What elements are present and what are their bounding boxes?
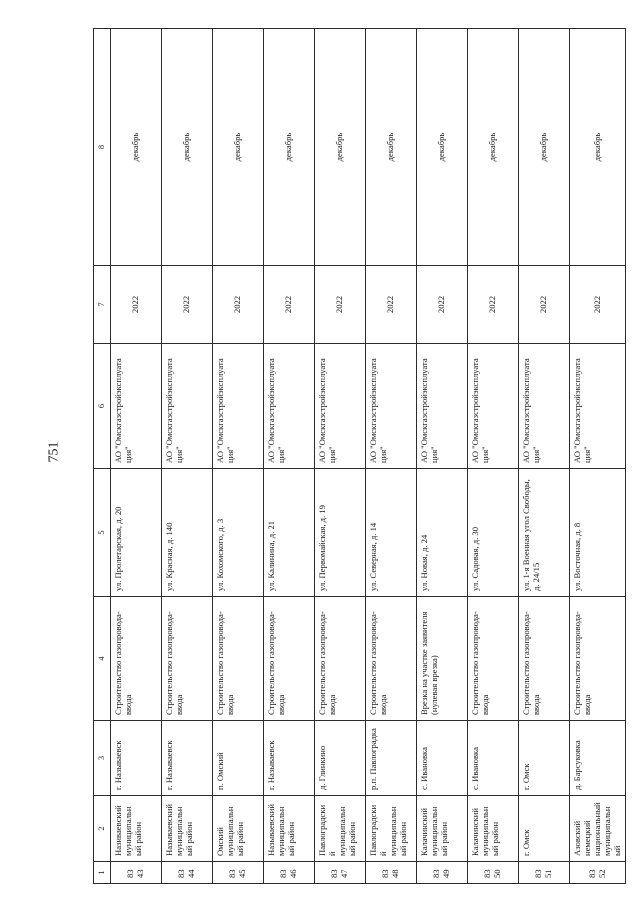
executor-cell [366, 344, 417, 469]
table-row [570, 29, 626, 884]
work-type-cell-text: Строительство газопровода-ввода [521, 611, 541, 715]
district-cell-text: г. Омск [521, 829, 531, 856]
row-number-cell [162, 862, 213, 884]
district-cell [111, 796, 162, 862]
district-cell [162, 796, 213, 862]
month-cell [417, 29, 468, 266]
work-type-cell [519, 597, 570, 721]
work-type-cell-text: Строительство газопровода-ввода [215, 611, 235, 715]
column-number-cell: 2 [94, 796, 111, 862]
executor-cell [468, 344, 519, 469]
work-type-cell [162, 597, 213, 721]
locality-cell [264, 721, 315, 796]
year-cell [213, 266, 264, 344]
work-type-cell-text: Строительство газопровода-ввода [317, 611, 337, 715]
year-cell-text: 2022 [334, 295, 345, 314]
year-cell [111, 266, 162, 344]
executor-cell-text: АО "Омскгазстройэксплуата ция" [266, 358, 286, 463]
row-number-cell-text: 8347 [329, 869, 349, 878]
year-cell-text: 2022 [591, 295, 602, 314]
address-cell [417, 469, 468, 597]
address-cell-text: ул. Красная, д. 140 [164, 522, 174, 591]
month-cell [264, 29, 315, 266]
column-number-cell: 4 [94, 597, 111, 721]
row-number-cell [570, 862, 626, 884]
address-cell [111, 469, 162, 597]
locality-cell-text: г. Называевск [164, 740, 174, 790]
locality-cell-text: с. Ивановка [419, 747, 429, 790]
table-row [162, 29, 213, 884]
row-number-cell [468, 862, 519, 884]
table-container [93, 29, 622, 884]
row-number-cell [111, 862, 162, 884]
locality-cell [417, 721, 468, 796]
work-type-cell [366, 597, 417, 721]
work-type-cell [468, 597, 519, 721]
month-cell-text: декабрь [334, 132, 345, 162]
locality-cell [162, 721, 213, 796]
work-type-cell [111, 597, 162, 721]
year-cell-text: 2022 [232, 295, 243, 314]
work-type-cell [315, 597, 366, 721]
locality-cell-text: р.п. Павлоградка [368, 728, 378, 790]
row-number-cell-text: 8345 [227, 869, 247, 878]
district-cell-text: Омский муниципальный район [215, 806, 245, 856]
district-cell [417, 796, 468, 862]
executor-cell [264, 344, 315, 469]
table-row [417, 29, 468, 884]
address-cell-text: ул. Садовая, д. 30 [470, 527, 480, 591]
month-cell-text: декабрь [232, 132, 243, 162]
table-row [264, 29, 315, 884]
gas-pipeline-table [93, 28, 626, 884]
row-number-cell [417, 862, 468, 884]
table-row [315, 29, 366, 884]
executor-cell-text: АО "Омскгазстройэксплуата ция" [317, 358, 337, 463]
address-cell-text: ул. 1-я Военная угол Свободы, д. 24/15 [521, 479, 541, 591]
row-number-cell [264, 862, 315, 884]
year-cell [366, 266, 417, 344]
executor-cell-text: АО "Омскгазстройэксплуата ция" [419, 358, 439, 463]
year-cell [519, 266, 570, 344]
executor-cell-text: АО "Омскгазстройэксплуата ция" [113, 358, 133, 463]
month-cell [162, 29, 213, 266]
address-cell [366, 469, 417, 597]
column-number-cell: 1 [94, 862, 111, 884]
address-cell-text: ул. Кохомского, д. 3 [215, 518, 225, 591]
row-number-cell-text: 8352 [586, 869, 607, 878]
address-cell-text: ул. Калинина, д. 21 [266, 520, 276, 591]
executor-cell-text: АО "Омскгазстройэксплуата ция" [368, 358, 388, 463]
page-number [44, 432, 64, 472]
year-cell [417, 266, 468, 344]
district-cell-text: Калачинский муниципальный район [470, 806, 500, 856]
month-cell [111, 29, 162, 266]
executor-cell [570, 344, 626, 469]
month-cell [315, 29, 366, 266]
column-number-row [94, 29, 111, 884]
year-cell-text: 2022 [385, 295, 396, 314]
year-cell [264, 266, 315, 344]
column-number-cell: 3 [94, 721, 111, 796]
row-number-cell [366, 862, 417, 884]
executor-cell [162, 344, 213, 469]
year-cell-text: 2022 [283, 295, 294, 314]
year-cell [315, 266, 366, 344]
table-row [111, 29, 162, 884]
district-cell-text: Павлоградский муниципальный район [317, 804, 357, 856]
address-cell [315, 469, 366, 597]
district-cell [366, 796, 417, 862]
work-type-cell-text: Строительство газопровода-ввода [113, 611, 133, 715]
work-type-cell-text: Строительство газопровода-ввода [470, 611, 490, 715]
month-cell-text: декабрь [538, 132, 549, 162]
year-cell [468, 266, 519, 344]
executor-cell-text: АО "Омскгазстройэксплуата ция" [215, 358, 235, 463]
executor-cell [417, 344, 468, 469]
locality-cell-text: д. Глинкино [317, 745, 327, 790]
month-cell [519, 29, 570, 266]
row-number-cell [315, 862, 366, 884]
locality-cell-text: с. Ивановка [470, 747, 480, 790]
row-number-cell-text: 8343 [125, 869, 145, 878]
year-cell-text: 2022 [487, 295, 498, 314]
locality-cell-text: г. Называевск [266, 740, 276, 790]
year-cell-text: 2022 [538, 295, 549, 314]
column-number-cell: 7 [94, 266, 111, 344]
table-row [468, 29, 519, 884]
month-cell [213, 29, 264, 266]
district-cell-text: Азовский немецкий национальный муниципальный [572, 802, 622, 856]
address-cell-text: ул. Первомайская, д. 19 [317, 505, 327, 591]
work-type-cell-text: Строительство газопровода-ввода [572, 611, 592, 715]
month-cell-text: декабрь [591, 132, 602, 162]
locality-cell [519, 721, 570, 796]
locality-cell [213, 721, 264, 796]
executor-cell-text: АО "Омскгазстройэксплуата ция" [572, 358, 592, 463]
district-cell [519, 796, 570, 862]
locality-cell-text: г. Называевск [113, 740, 123, 790]
district-cell-text: Называевский муниципальный район [164, 804, 194, 856]
address-cell-text: ул. Восточная, д. 8 [572, 522, 582, 591]
work-type-cell-text: Врезка на участке заявителя (нулевая врезка) [419, 611, 439, 715]
address-cell-text: ул. Северная, д. 14 [368, 522, 378, 591]
month-cell-text: декабрь [487, 132, 498, 162]
table-row [519, 29, 570, 884]
row-number-cell-text: 8349 [431, 869, 451, 878]
table-row [366, 29, 417, 884]
address-cell [213, 469, 264, 597]
address-cell [468, 469, 519, 597]
locality-cell-text: д. Барсуковка [572, 740, 582, 790]
row-number-cell-text: 8351 [533, 869, 553, 878]
column-number-cell: 6 [94, 344, 111, 469]
district-cell-text: Называевский муниципальный район [266, 804, 296, 856]
year-cell-text: 2022 [130, 295, 141, 314]
district-cell-text: Калачинский муниципальный район [419, 806, 449, 856]
address-cell [519, 469, 570, 597]
work-type-cell-text: Строительство газопровода-ввода [368, 611, 388, 715]
year-cell [570, 266, 626, 344]
month-cell-text: декабрь [385, 132, 396, 162]
executor-cell [111, 344, 162, 469]
district-cell [264, 796, 315, 862]
row-number-cell-text: 8350 [482, 869, 502, 878]
row-number-cell [213, 862, 264, 884]
address-cell-text: ул. Новая, д. 24 [419, 534, 429, 591]
month-cell-text: декабрь [130, 132, 141, 162]
work-type-cell [264, 597, 315, 721]
executor-cell-text: АО "Омскгазстройэксплуата ция" [521, 358, 541, 463]
month-cell-text: декабрь [436, 132, 447, 162]
row-number-cell [519, 862, 570, 884]
address-cell-text: ул. Пролетарская, д. 20 [113, 506, 123, 591]
work-type-cell [417, 597, 468, 721]
district-cell [315, 796, 366, 862]
address-cell [264, 469, 315, 597]
district-cell [213, 796, 264, 862]
column-number-cell: 5 [94, 469, 111, 597]
locality-cell [468, 721, 519, 796]
executor-cell [315, 344, 366, 469]
column-number-cell: 8 [94, 29, 111, 266]
month-cell-text: декабрь [283, 132, 294, 162]
month-cell [468, 29, 519, 266]
locality-cell [366, 721, 417, 796]
address-cell [570, 469, 626, 597]
locality-cell-text: п. Омский [215, 752, 225, 790]
district-cell [570, 796, 626, 862]
year-cell-text: 2022 [436, 295, 447, 314]
work-type-cell [570, 597, 626, 721]
row-number-cell-text: 8348 [380, 869, 400, 878]
year-cell [162, 266, 213, 344]
locality-cell [315, 721, 366, 796]
executor-cell [213, 344, 264, 469]
address-cell [162, 469, 213, 597]
year-cell-text: 2022 [181, 295, 192, 314]
work-type-cell-text: Строительство газопровода-ввода [164, 611, 184, 715]
month-cell [366, 29, 417, 266]
district-cell-text: Павлоградский муниципальный район [368, 804, 408, 856]
district-cell [468, 796, 519, 862]
executor-cell-text: АО "Омскгазстройэксплуата ция" [164, 358, 184, 463]
work-type-cell [213, 597, 264, 721]
month-cell-text: декабрь [181, 132, 192, 162]
locality-cell [570, 721, 626, 796]
district-cell-text: Називаевский муниципальный район [113, 805, 143, 856]
executor-cell-text: АО "Омскгазстройэксплуата ция" [470, 358, 490, 463]
executor-cell [519, 344, 570, 469]
locality-cell-text: г. Омск [521, 763, 531, 790]
work-type-cell-text: Строительство газопровода-ввода [266, 611, 286, 715]
table-row [213, 29, 264, 884]
locality-cell [111, 721, 162, 796]
row-number-cell-text: 8346 [278, 869, 298, 878]
rotated-table [93, 29, 622, 884]
page-number-text: 751 [46, 441, 61, 463]
month-cell [570, 29, 626, 266]
row-number-cell-text: 8344 [176, 869, 196, 878]
